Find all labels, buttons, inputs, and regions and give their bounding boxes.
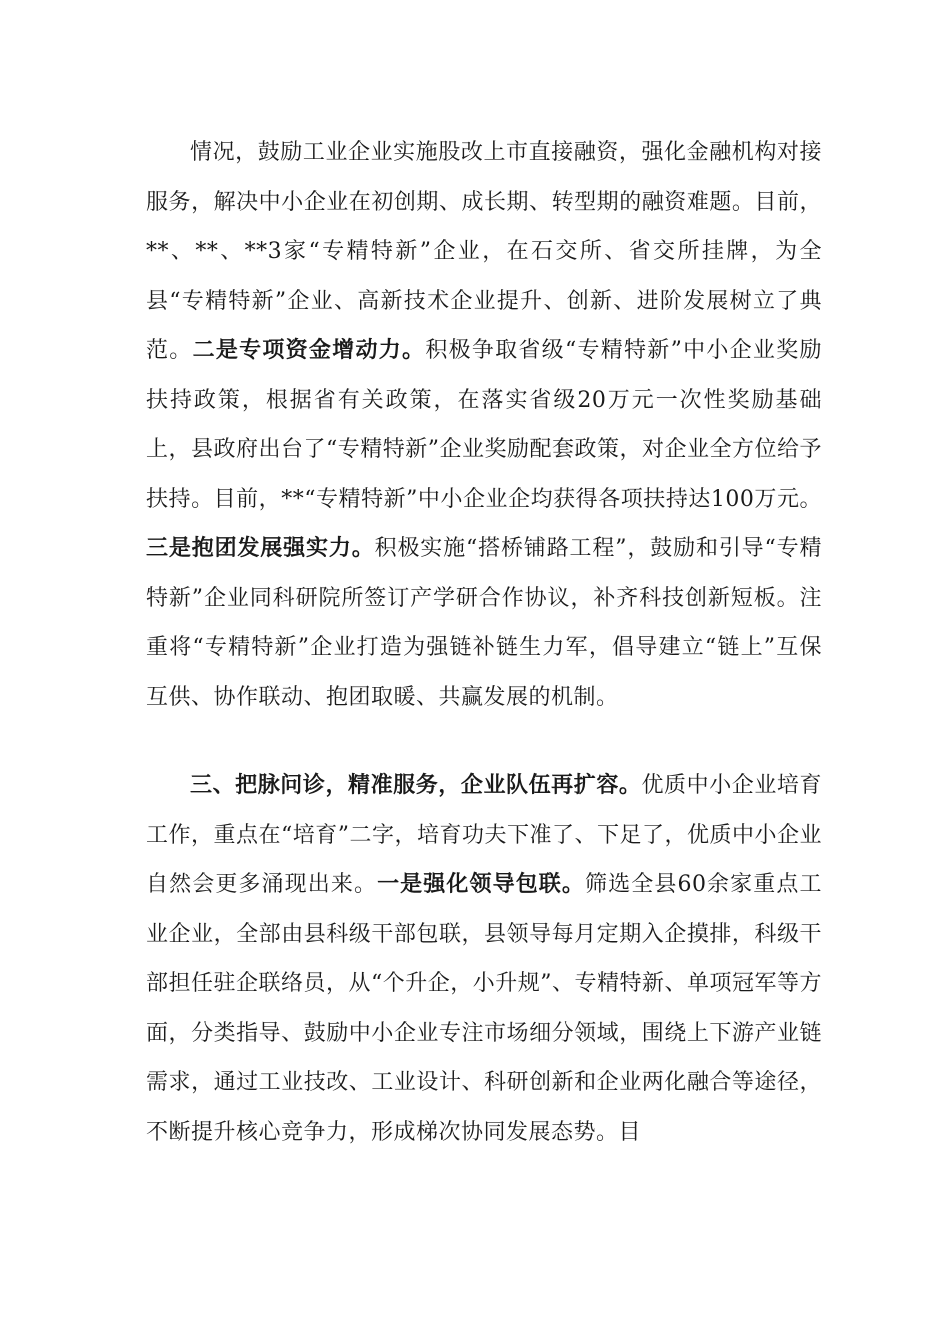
paragraph-2-text-1: 优质中小企业培育工作，重点在“培育”二字，培育功夫下准了、下足了，优质中小企业自然会更多涌现出来。 [146,773,822,897]
paragraph-1-heading-2: 二是专项资金增动力。 [192,337,426,363]
paragraph-1 [146,128,822,722]
paragraph-2-heading-1: 一是强化领导包联。 [377,871,586,897]
section-heading-3: 三、把脉问诊，精准服务，企业队伍再扩容。 [190,772,642,798]
paragraph-1-text-1: 情况，鼓励工业企业实施股改上市直接融资，强化金融机构对接服务，解决中小企业在初创期、成长期、转型期的融资难题。目前，**、**、**3家“专精特新”企业，在石交所、省交所挂牌，为全县“专精特新”企业、高新技术企业提升、创新、进阶发展树立了典范。 [146,140,822,363]
paragraph-1-text-3: 积极实施“搭桥铺路工程”，鼓励和引导“专精特新”企业同科研院所签订产学研合作协议，补齐科技创新短板。注重将“专精特新”企业打造为强链补链生力军，倡导建立“链上”互保互供、协作联动、抱团取暖、共赢发展的机制。 [146,536,822,710]
paragraph-1-heading-3: 三是抱团发展强实力。 [146,535,375,561]
body-text [146,128,822,1157]
paragraph-2 [146,761,822,1157]
paragraph-1-text-2: 积极争取省级“专精特新”中小企业奖励扶持政策，根据省有关政策，在落实省级20万元一次性奖励基础上，县政府出台了“专精特新”企业奖励配套政策，对企业全方位给予扶持。目前，**“专精特新”中小企业企均获得各项扶持达100万元。 [146,338,822,512]
paragraph-2-text-2: 筛选全县60余家重点工业企业，全部由县科级干部包联，县领导每月定期入企摸排，科级干部担任驻企联络员，从“个升企，小升规”、专精特新、单项冠军等方面，分类指导、鼓励中小企业专注市场细分领域，围绕上下游产业链需求，通过工业技改、工业设计、科研创新和企业两化融合等途径，不断提升核心竞争力，形成梯次协同发展态势。目 [146,872,822,1145]
